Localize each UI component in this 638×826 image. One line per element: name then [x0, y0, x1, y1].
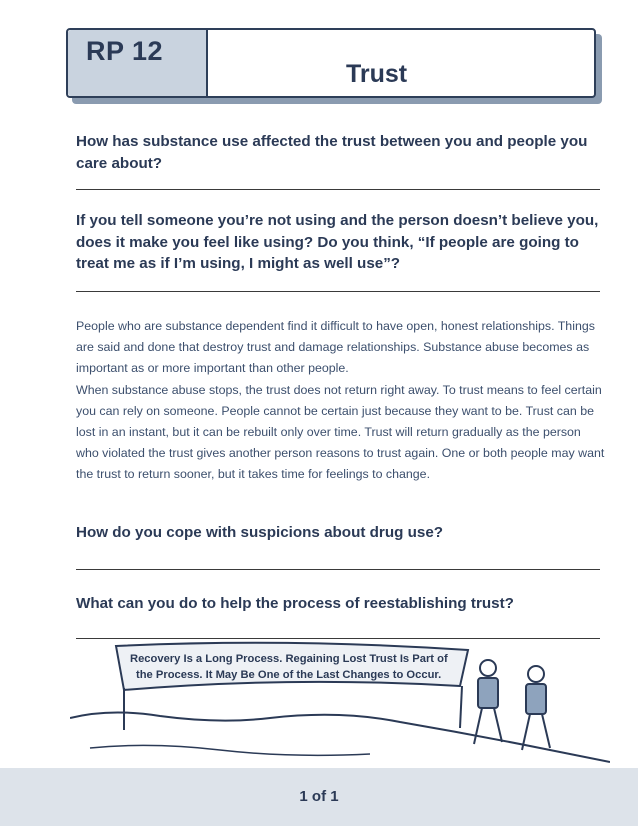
question-2: If you tell someone you’re not using and the person doesn’t believe you, does it make you feel like using? Do you think, “If people are going to treat me as if I’m using, I might as well use”? — [76, 212, 599, 272]
header-box — [66, 28, 596, 98]
answer-line-1 — [76, 189, 600, 190]
question-4: What can you do to help the process of reestablishing trust? — [76, 595, 514, 612]
paragraph-1: People who are substance dependent find it difficult to have open, honest relationships. Things are said and done that destroy trust and damage relationships. Substance abuse becomes as important as or more important than other people. — [76, 319, 595, 375]
answer-line-2 — [76, 291, 600, 292]
right-post — [460, 686, 462, 728]
question-1: How has substance use affected the trust between you and people you care about? — [76, 133, 588, 172]
rp-tab — [68, 30, 208, 96]
path-line — [90, 745, 370, 755]
page-title: Trust — [346, 60, 408, 88]
question-3: How do you cope with suspicions about drug use? — [76, 524, 444, 541]
header — [66, 28, 608, 108]
hiker-icon-1 — [474, 660, 502, 744]
recovery-illustration — [70, 638, 610, 766]
page-number: 1 of 1 — [299, 788, 339, 805]
paragraph-2: When substance abuse stops, the trust does not return right away. To trust means to feel certain you can rely on someone. People cannot be certain just because they want to be. Trust can be lost in an instant, but it can be rebuilt only over time. Trust will return gradually as the person who violated the trust gives another person reasons to trust again. One or both people may want the trust to return sooner, but it takes time for feelings to change. — [76, 383, 605, 481]
rp-label: RP 12 — [86, 36, 164, 66]
hiker-icon-2 — [522, 666, 550, 750]
banner-text-1: Recovery Is a Long Process. Regaining Lost Trust Is Part of — [130, 653, 448, 665]
banner-shape — [116, 643, 468, 690]
answer-line-3 — [76, 569, 600, 570]
banner-text-2: the Process. It May Be One of the Last Changes to Occur. — [136, 669, 442, 681]
